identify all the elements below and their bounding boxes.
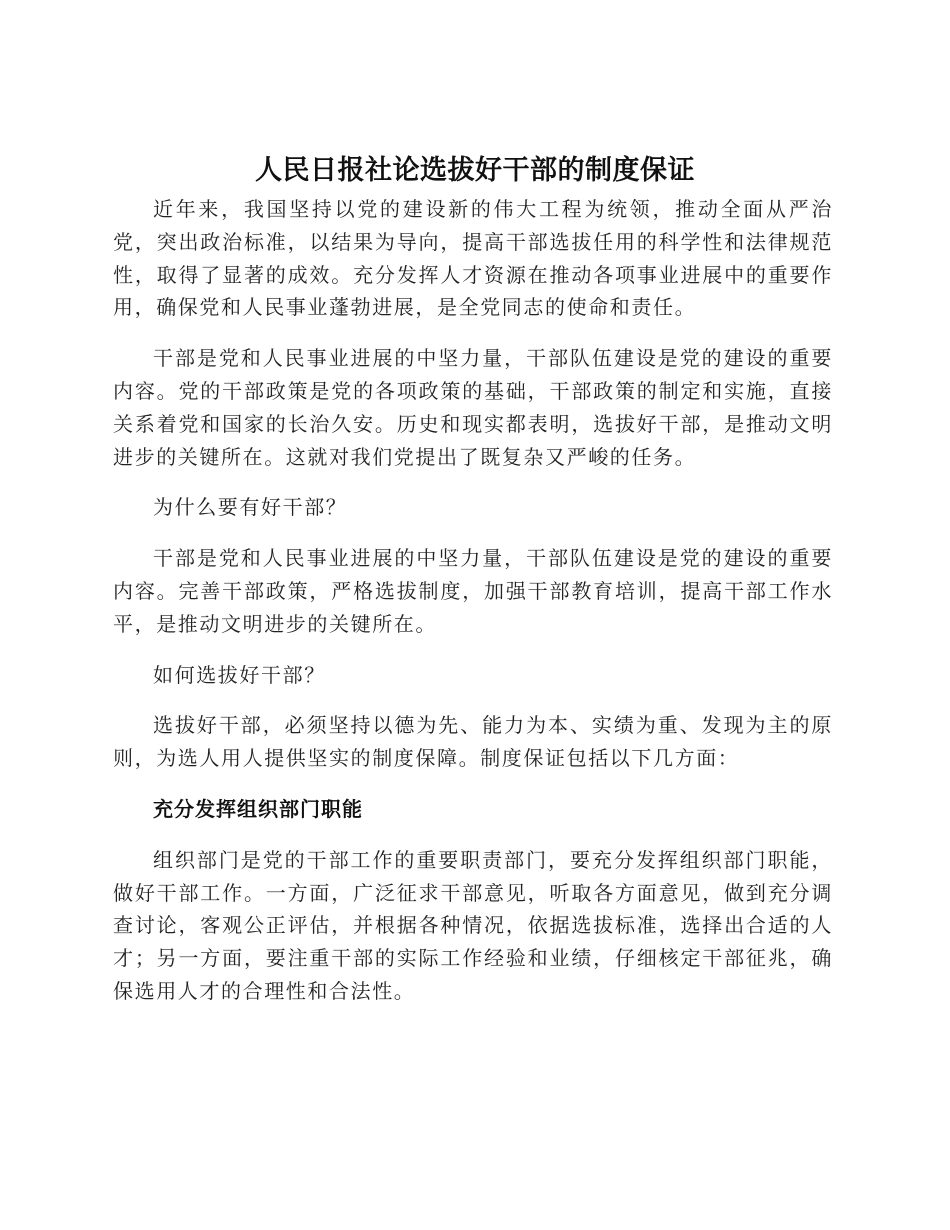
- paragraph-cadre-importance: 干部是党和人民事业进展的中坚力量，干部队伍建设是党的建设的重要内容。党的干部政策是党的各项政策的基础，干部政策的制定和实施，直接关系着党和国家的长治久安。历史和现实都表明，选拔好干部，是推动文明进步的关键所在。这就对我们党提出了既复杂又严峻的任务。: [113, 346, 833, 469]
- question-why-good-cadres: 为什么要有好干部？: [153, 495, 348, 520]
- document-title: 人民日报社论选拔好干部的制度保证: [255, 155, 695, 186]
- document-body: [113, 193, 833, 1026]
- paragraph-intro: 近年来，我国坚持以党的建设新的伟大工程为统领，推动全面从严治党，突出政治标准，以结果为导向，提高干部选拔任用的科学性和法律规范性，取得了显著的成效。充分发挥人才资源在推动各项事业进展中的重要作用，确保党和人民事业蓬勃进展，是全党同志的使命和责任。: [113, 197, 833, 320]
- paragraph-why-answer: 干部是党和人民事业进展的中坚力量，干部队伍建设是党的建设的重要内容。完善干部政策，严格选拔制度，加强干部教育培训，提高干部工作水平，是推动文明进步的关键所在。: [113, 546, 833, 636]
- question-how-select: 如何选拔好干部？: [153, 662, 326, 687]
- paragraph-organization: 组织部门是党的干部工作的重要职责部门，要充分发挥组织部门职能，做好干部工作。一方面，广泛征求干部意见，听取各方面意见，做到充分调查讨论，客观公正评估，并根据各种情况，依据选拔标准，选择出合适的人才；另一方面，要注重干部的实际工作经验和业绩，仔细核定干部征兆，确保选用人才的合理性和合法性。: [113, 847, 833, 1003]
- paragraph-how-answer: 选拔好干部，必须坚持以德为先、能力为本、实绩为重、发现为主的原则，为选人用人提供坚实的制度保障。制度保证包括以下几方面：: [113, 713, 833, 771]
- section-heading-organization: 充分发挥组织部门职能: [153, 796, 363, 821]
